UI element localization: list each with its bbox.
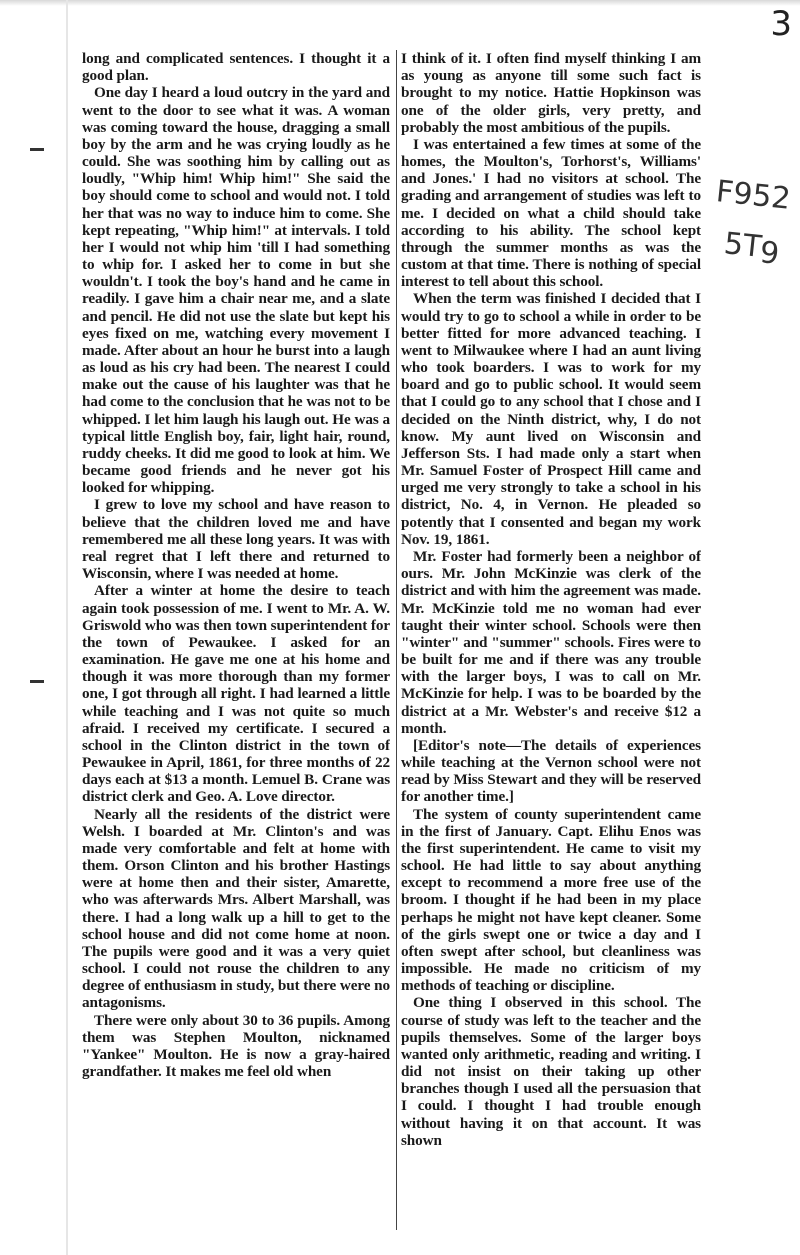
page-number: 3	[770, 4, 792, 44]
paragraph: Nearly all the residents of the district were Welsh. I boarded at Mr. Clinton's and was made very comfortable and felt at home with them. Orson Clinton and his brother Hastings were at home then and their sister, Amarette, who was afterwards Mrs. Albert Marshall, was there. I had a long walk up a hill to get to the school house and did not come home at noon. The pupils were good and it was a very quiet school. I could not rouse the children to any degree of enthusiasm in study, but there were no antagonisms.	[82, 805, 390, 1012]
margin-note-catalog: F952	[714, 174, 793, 217]
left-text-column	[82, 50, 390, 1230]
margin-note-number: 9	[758, 235, 781, 272]
margin-note-section: 5T	[722, 226, 764, 265]
margin-dash-mark	[30, 148, 44, 151]
paragraph: I grew to love my school and have reason to believe that the children loved me and have remembered me all these long years. It was with real regret that I left there and returned to Wisconsin, where I was needed at home.	[82, 496, 390, 583]
page-fold-line	[66, 0, 68, 1255]
editor-note: [Editor's note—The details of experiences while teaching at the Vernon school were not read by Miss Stewart and they will be reserved for another time.]	[401, 736, 701, 806]
paragraph: Mr. Foster had formerly been a neighbor of ours. Mr. John McKinzie was clerk of the district and with him the agreement was made. Mr. McKinzie told me no woman had ever taught their winter school. Schools were then "winter" and "summer" schools. Fires were to be built for me and if there was any trouble with the larger boys, I was to call on Mr. McKinzie for help. I was to be boarded by the district at a Mr. Webster's and receive $12 a month.	[401, 547, 701, 737]
paragraph: long and complicated sentences. I thought it a good plan.	[82, 50, 390, 85]
paragraph: One thing I observed in this school. The course of study was left to the teacher and the pupils themselves. Some of the larger boys wanted only arithmetic, reading and writing. I did not insist on their taking up other branches though I used all the persuasion that I could. I thought I had trouble enough without having it on that account. It was shown	[401, 994, 701, 1149]
paragraph: The system of county superintendent came in the first of January. Capt. Elihu Enos was the first superintendent. He came to visit my school. He had little to say about anything except to recommend a more free use of the broom. I thought if he had been in my place perhaps he might not have kept cleaner. Some of the girls swept one or twice a day and I often swept after school, but cleanliness was impossible. He made no criticism of my methods of teaching or discipline.	[401, 805, 701, 995]
scan-edge	[0, 0, 800, 6]
margin-dash-mark	[30, 680, 44, 683]
paragraph: I think of it. I often find myself thinking I am as young as anyone till some such fact is brought to my notice. Hattie Hopkinson was one of the older girls, very pretty, and probably the most ambitious of the pupils.	[401, 50, 701, 136]
paragraph: I was entertained a few times at some of the homes, the Moulton's, Torhorst's, Williams' and Jones.' I had no visitors at school. The grading and arrangement of studies was left to me. I decided on what a child should take according to his ability. The school kept through the summer months as was the custom at that time. There is nothing of special interest to tell about this school.	[401, 135, 701, 291]
paragraph: When the term was finished I decided that I would try to go to school a while in order to be better fitted for more advanced teaching. I went to Milwaukee where I had an aunt living who took boarders. I was to work for my board and go to public school. It would seem that I could go to any school that I chose and I decided on the Ninth district, why, I do not know. My aunt lived on Wisconsin and Jefferson Sts. I had made only a start when Mr. Samuel Foster of Prospect Hill came and urged me very strongly to take a school in his district, No. 4, in Vernon. He pleaded so potently that I consented and began my work Nov. 19, 1861.	[401, 290, 701, 548]
right-text-column	[396, 50, 701, 1230]
paragraph: One day I heard a loud outcry in the yard and went to the door to see what it was. A woman was coming toward the house, dragging a small boy by the arm and he was crying loudly as he could. She was soothing him by calling out as loudly, "Whip him! Whip him!" She said the boy should come to school and would not. I told her that was no way to induce him to come. She kept repeating, "Whip him!" at intervals. I told her I would not whip him 'till I had something to whip for. I asked her to come in but she wouldn't. I took the boy's hand and he came in readily. I gave him a chair near me, and a slate and pencil. He did not use the slate but kept his eyes fixed on me, watching every movement I made. After about an hour he burst into a laugh as loud as his cry had been. The nearest I could make out the cause of his laughter was that he had come to the conclusion that he was not to be whipped. I let him laugh his laugh out. He was a typical little English boy, fair, light hair, round, ruddy cheeks. It did me good to look at him. We became good friends and he never got his looked for whipping.	[82, 84, 390, 497]
paragraph: After a winter at home the desire to teach again took possession of me. I went to Mr. A. W. Griswold who was then town superintendent for the town of Pewaukee. I asked for an examination. He gave me one at his home and though it was more thorough than my former one, I got through all right. I had learned a little while teaching and I was not quite so much afraid. I received my certificate. I secured a school in the Clinton district in the town of Pewaukee in April, 1861, for three months of 22 days each at $13 a month. Lemuel B. Crane was district clerk and Geo. A. Love director.	[82, 582, 390, 806]
paragraph: There were only about 30 to 36 pupils. Among them was Stephen Moulton, nicknamed "Yankee" Moulton. He is now a gray-haired grandfather. It makes me feel old when	[82, 1011, 390, 1081]
